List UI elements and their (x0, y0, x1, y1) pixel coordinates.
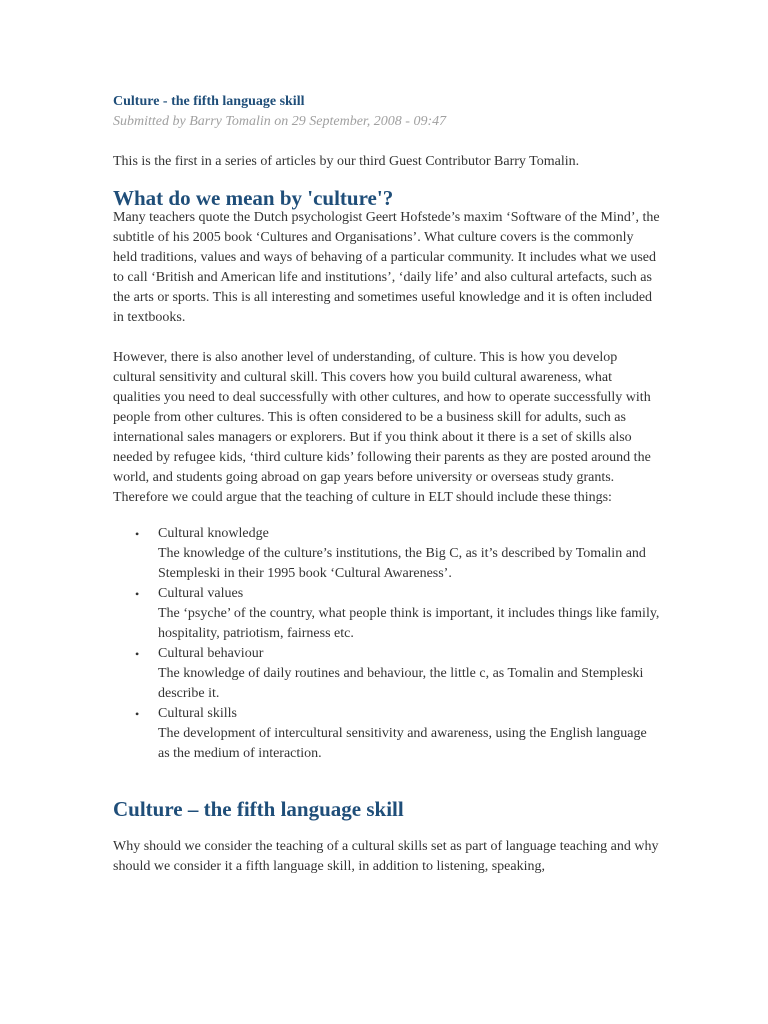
list-item (135, 644, 661, 704)
list-item-title: Cultural skills (158, 706, 237, 721)
list-item-description: The knowledge of daily routines and behaviour, the little c, as Tomalin and Stempleski describe it. (158, 666, 644, 701)
section-heading-culture-meaning: What do we mean by 'culture'? (113, 186, 394, 210)
list-item (135, 704, 661, 764)
list-item-title: Cultural behaviour (158, 646, 264, 661)
article (113, 92, 661, 877)
article-title[interactable]: Culture - the fifth language skill (113, 94, 305, 109)
paragraph-1: Many teachers quote the Dutch psychologist Geert Hofstede’s maxim ‘Software of the Mind’, the subtitle of his 2005 book ‘Cultures and Organisations’. What culture covers is the commonly held traditions, values and ways of behaving of a particular community. It includes what we used to call ‘British and American life and institutions’, ‘daily life’ and also cultural artefacts, such as the arts or sports. This is all interesting and sometimes useful knowledge and it is often included in textbooks. (113, 210, 660, 325)
list-item-title: Cultural knowledge (158, 526, 269, 541)
list-item-title: Cultural values (158, 586, 244, 601)
list-item-description: The knowledge of the culture’s institutions, the Big C, as it’s described by Tomalin and Stempleski in their 1995 book ‘Cultural Awareness’. (158, 546, 646, 581)
intro-paragraph: This is the first in a series of articles by our third Guest Contributor Barry Tomalin. (113, 154, 580, 169)
paragraph-2: However, there is also another level of understanding, of culture. This is how you develop cultural sensitivity and cultural skill. This covers how you build cultural awareness, what qualities you need to deal successfully with other cultures, and how to operate successfully with people from other cultures. This is often considered to be a business skill for adults, such as international sales managers or explorers. But if you think about it there is a set of skills also needed by refugee kids, ‘third culture kids’ following their parents as they are posted around the world, and students going abroad on gap years before university or overseas study grants. Therefore we could argue that the teaching of culture in ELT should include these things: (113, 350, 651, 505)
list-item (135, 584, 661, 644)
closing-paragraph: Why should we consider the teaching of a cultural skills set as part of language teaching and why should we consider it a fifth language skill, in addition to listening, speaking, (113, 839, 659, 874)
bullet-icon: • (135, 587, 140, 601)
list-item-description: The ‘psyche’ of the country, what people think is important, it includes things like family, hospitality, patriotism, fairness etc. (158, 606, 660, 641)
bullet-icon: • (135, 707, 140, 721)
submitted-byline: Submitted by Barry Tomalin on 29 September, 2008 - 09:47 (113, 114, 447, 129)
bullet-icon: • (135, 647, 140, 661)
list-item (135, 524, 661, 584)
culture-components-list (113, 524, 661, 764)
section-heading-fifth-skill: Culture – the fifth language skill (113, 797, 404, 821)
list-item-description: The development of intercultural sensitivity and awareness, using the English language as the medium of interaction. (158, 726, 647, 761)
bullet-icon: • (135, 527, 140, 541)
